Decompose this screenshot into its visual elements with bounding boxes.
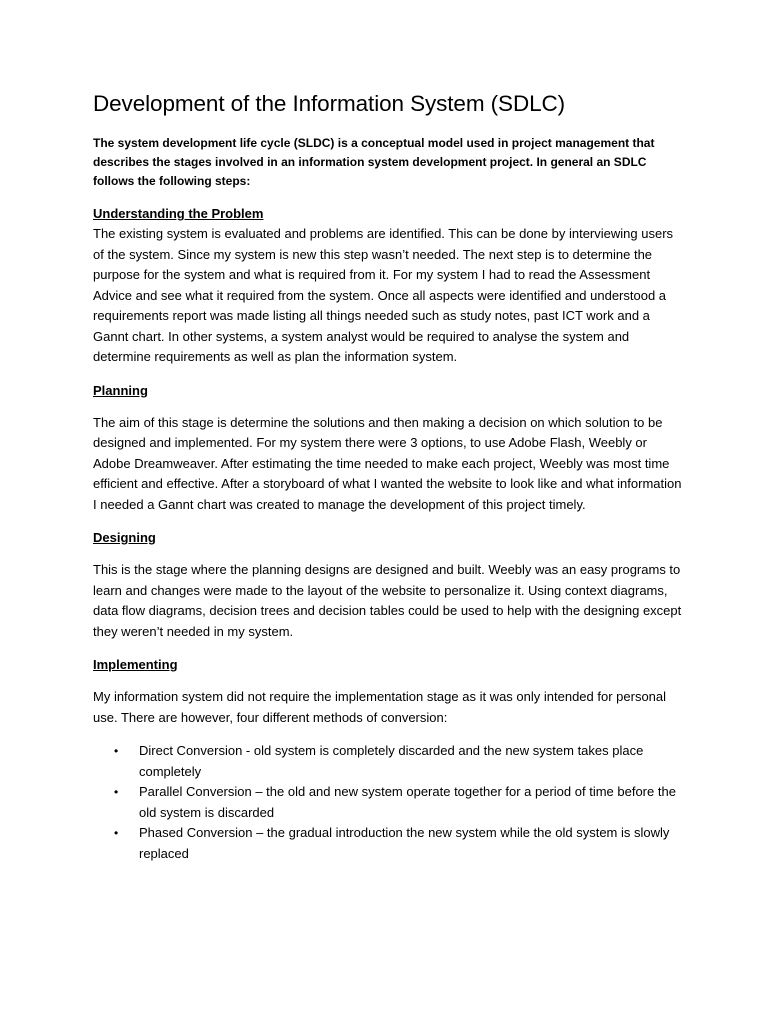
section-body: My information system did not require the implementation stage as it was only intended for personal use. There are however, four different methods of conversion: bbox=[93, 689, 667, 725]
section-implementing bbox=[93, 655, 683, 864]
bullet-icon: • bbox=[114, 785, 119, 799]
document-title: Development of the Information System (SDLC) bbox=[93, 91, 566, 116]
section-body: The existing system is evaluated and problems are identified. This can be done by interviewing users of the system. Since my system is new this step wasn’t needed. The next step is to determine the purpose for the system and what is required from it. For my system I had to read the Assessment Advice and see what it required from the system. Once all aspects were identified and understood a requirements report was made listing all things needed such as study notes, past ICT work and a Gannt chart. In other systems, a system analyst would be required to analyse the system and determine requirements as well as plan the information system. bbox=[93, 226, 674, 364]
list-item bbox=[93, 823, 683, 864]
intro-paragraph: The system development life cycle (SLDC) is a conceptual model used in project management that describes the stages involved in an information system development project. In general an SDLC follows the following steps: bbox=[93, 136, 655, 188]
section-body: The aim of this stage is determine the solutions and then making a decision on which solution to be designed and implemented. For my system there were 3 options, to use Adobe Flash, Weebly or Adobe Dreamweaver. After estimating the time needed to make each project, Weebly was most time efficient and effective. After a storyboard of what I wanted the website to look like and what information I needed a Gannt chart was created to manage the development of this project timely. bbox=[93, 414, 682, 512]
list-item-text: Direct Conversion - old system is completely discarded and the new system takes place completely bbox=[139, 743, 644, 779]
list-item-text: Parallel Conversion – the old and new system operate together for a period of time before the old system is discarded bbox=[139, 784, 676, 820]
section-heading: Designing bbox=[93, 530, 156, 545]
section-heading: Implementing bbox=[93, 657, 178, 672]
bullet-icon: • bbox=[114, 826, 119, 840]
conversion-methods-list bbox=[93, 741, 683, 864]
section-understanding bbox=[93, 204, 683, 368]
list-item-text: Phased Conversion – the gradual introduction the new system while the old system is slowly replaced bbox=[139, 825, 670, 861]
section-designing bbox=[93, 528, 683, 642]
section-planning bbox=[93, 381, 683, 516]
bullet-icon: • bbox=[114, 744, 119, 758]
section-heading: Planning bbox=[93, 382, 148, 398]
section-heading: Understanding the Problem bbox=[93, 206, 264, 221]
section-body: This is the stage where the planning designs are designed and built. Weebly was an easy programs to learn and changes were made to the layout of the website to personalize it. Using context diagrams, data flow diagrams, decision trees and decision tables could be used to help with the designing except they weren’t needed in my system. bbox=[93, 562, 682, 639]
list-item bbox=[93, 741, 683, 782]
list-item bbox=[93, 782, 683, 823]
document-page bbox=[93, 88, 683, 864]
